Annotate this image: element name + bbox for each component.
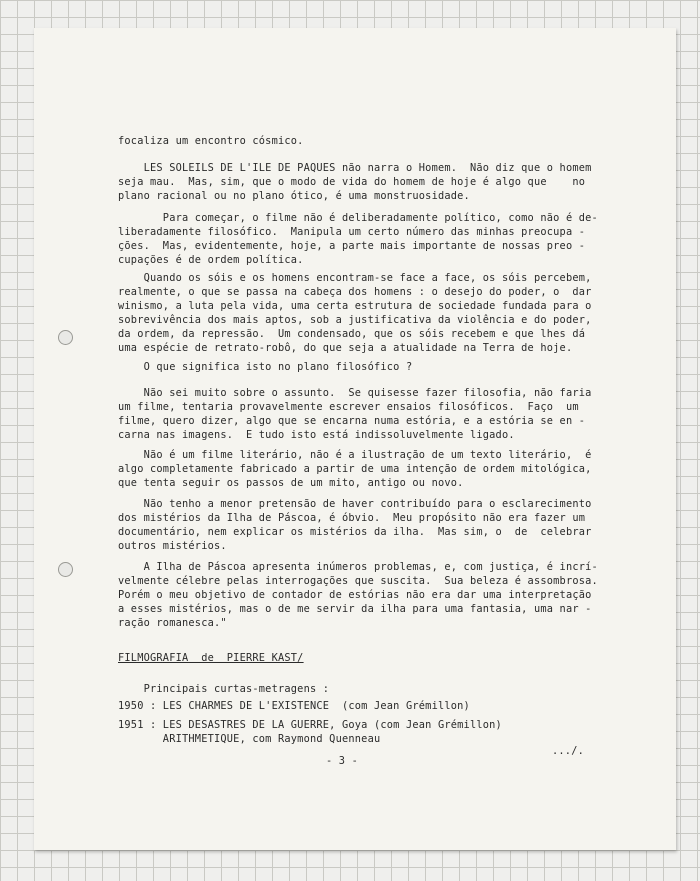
text-line: liberadamente filosófico. Manipula um certo número das minhas preocupa -: [118, 226, 586, 238]
text-line: da ordem, da repressão. Um condensado, que os sóis recebem e que lhes dá: [118, 328, 586, 340]
text-line: Quando os sóis e os homens encontram-se face a face, os sóis percebem,: [118, 272, 592, 284]
text-line: Principais curtas-metragens :: [118, 683, 330, 695]
text-line: Não é um filme literário, não é a ilustração de um texto literário, é: [118, 449, 592, 461]
text-line: realmente, o que se passa na cabeça dos homens : o desejo do poder, o dar: [118, 286, 592, 298]
punch-hole: [58, 562, 73, 577]
text-line: que tenta seguir os passos de um mito, antigo ou novo.: [118, 477, 464, 489]
text-line: dos mistérios da Ilha de Páscoa, é óbvio. Meu propósito não era fazer um: [118, 512, 586, 524]
text-line: Para começar, o filme não é deliberadamente político, como não é de-: [118, 212, 598, 224]
text-line: Porém o meu objetivo de contador de estórias não era dar uma interpretação: [118, 589, 592, 601]
text-line: sobrevivência dos mais aptos, sob a justificativa da violência e do poder,: [118, 314, 592, 326]
text-line: seja mau. Mas, sim, que o modo de vida do homem de hoje é algo que no: [118, 176, 586, 188]
page-number: - 3 -: [326, 755, 358, 767]
text-line: focaliza um encontro cósmico.: [118, 135, 304, 147]
text-line: velmente célebre pelas interrogações que suscita. Sua beleza é assombrosa.: [118, 575, 598, 587]
film-entry: 1951 : LES DESASTRES DE LA GUERRE, Goya (com Jean Grémillon): [118, 719, 502, 731]
text-line: a esses mistérios, mas o de me servir da ilha para uma fantasia, uma nar -: [118, 603, 592, 615]
text-line: plano racional ou no plano ótico, é uma monstruosidade.: [118, 190, 470, 202]
text-line: winismo, a luta pela vida, uma certa estrutura de sociedade fundada para o: [118, 300, 592, 312]
text-line: cupações é de ordem política.: [118, 254, 304, 266]
text-line: A Ilha de Páscoa apresenta inúmeros problemas, e, com justiça, é incrí-: [118, 561, 598, 573]
text-line: algo completamente fabricado a partir de uma intenção de ordem mitológica,: [118, 463, 592, 475]
text-line: O que significa isto no plano filosófico ?: [118, 361, 413, 373]
text-line: carna nas imagens. E tudo isto está indissoluvelmente ligado.: [118, 429, 515, 441]
text-line: um filme, tentaria provavelmente escrever ensaios filosóficos. Faço um: [118, 401, 579, 413]
film-entry: ARITHMETIQUE, com Raymond Quenneau: [118, 733, 381, 745]
punch-hole: [58, 330, 73, 345]
continuation-mark: .../.: [552, 745, 584, 757]
text-line: uma espécie de retrato-robô, do que seja a atualidade na Terra de hoje.: [118, 342, 573, 354]
text-line: documentário, nem explicar os mistérios da ilha. Mas sim, o de celebrar: [118, 526, 592, 538]
text-line: filme, quero dizer, algo que se encarna numa estória, e a estória se en -: [118, 415, 586, 427]
text-line: Não tenho a menor pretensão de haver contribuído para o esclarecimento: [118, 498, 592, 510]
text-line: outros mistérios.: [118, 540, 227, 552]
film-entry: 1950 : LES CHARMES DE L'EXISTENCE (com Jean Grémillon): [118, 700, 470, 712]
text-line: ções. Mas, evidentemente, hoje, a parte mais importante de nossas preo -: [118, 240, 586, 252]
filmography-heading: FILMOGRAFIA de PIERRE KAST/: [118, 652, 304, 664]
text-line: ração romanesca.": [118, 617, 227, 629]
text-line: LES SOLEILS DE L'ILE DE PAQUES não narra o Homem. Não diz que o homem: [118, 162, 592, 174]
text-line: Não sei muito sobre o assunto. Se quisesse fazer filosofia, não faria: [118, 387, 592, 399]
